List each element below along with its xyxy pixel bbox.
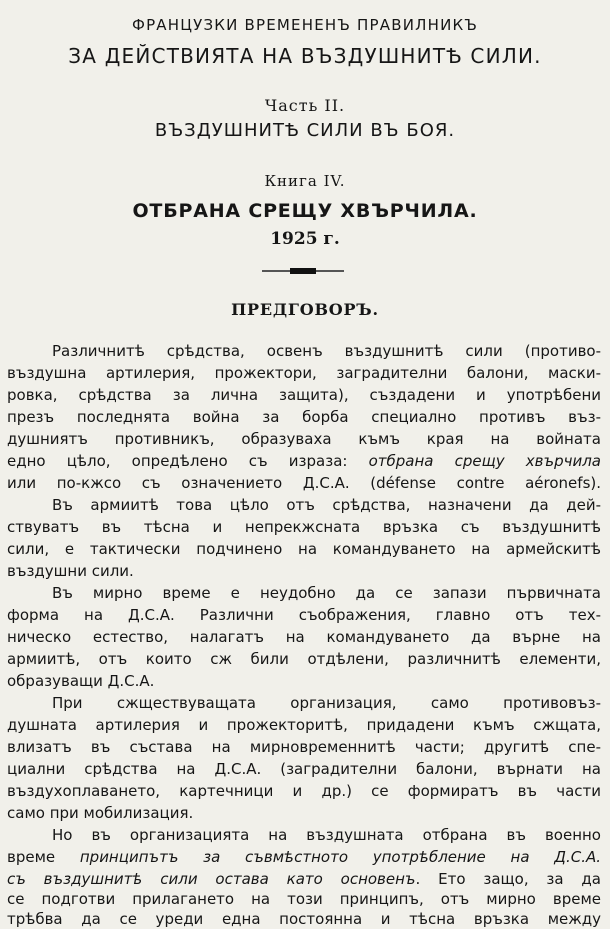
year-label: 1925 г. [270, 229, 340, 249]
text-line [7, 847, 601, 867]
section-title: ПРЕДГОВОРЪ. [231, 300, 379, 319]
part-label: Часть II. [264, 96, 346, 115]
emphasized-text: отбрана срещу хвърчила [368, 452, 601, 470]
ornament-center [290, 268, 316, 274]
text-run: време [7, 848, 80, 866]
text-line: ствуватъ въ тѣсна и непрекжсната връзка съ въздушнитѣ [7, 518, 601, 536]
emphasized-text: принципътъ за съвмѣстното употрѣбление на Д.С.А. [79, 848, 601, 866]
document-title: ЗА ДЕЙСТВИЯТА НА ВЪЗДУШНИТѢ СИЛИ. [68, 44, 542, 68]
text-line: сили, е тактически подчинено на командуването на армейскитѣ [7, 540, 601, 558]
text-line: циални срѣдства на Д.С.А. (заградителни балони, върнати на [7, 760, 601, 778]
text-line: въздухоплаването, картечници и др.) се формиратъ въ части [7, 782, 601, 800]
text-line: влизатъ въ състава на мирновременнитѣ части; другитѣ спе- [7, 738, 601, 756]
text-line: армиитѣ, отъ които сж били отдѣлени, различнитѣ елементи, [7, 650, 601, 668]
text-line: Въ мирно време е неудобно да се запази първичната [52, 584, 601, 602]
text-run: . Ето защо, за да [415, 870, 601, 888]
series-title: ФРАНЦУЗКИ ВРЕМЕНЕНЪ ПРАВИЛНИКЪ [131, 16, 479, 34]
text-line: Въ армиитѣ това цѣло отъ срѣдства, назначени да дей- [52, 496, 601, 514]
text-line: се подготви прилагането на този принципъ, отъ мирно време [7, 890, 601, 908]
text-line: При сжществуващата организация, само противовъз- [52, 694, 601, 712]
text-line: форма на Д.С.А. Различни съображения, главно отъ тех- [7, 606, 601, 624]
text-line: ровка, срѣдства за лична защита), създадени и употрѣбени [7, 386, 601, 404]
text-line [7, 451, 601, 471]
emphasized-text: съ въздушнитѣ сили остава като основенъ [7, 870, 416, 888]
text-line: въздушна артилерия, прожектори, заградителни балони, маски- [7, 364, 601, 382]
part-title: ВЪЗДУШНИТѢ СИЛИ ВЪ БОЯ. [154, 120, 456, 141]
text-line: или по-кжсо съ означението Д.С.А. (défense contre aéronefs). [7, 474, 601, 492]
text-line: Различнитѣ срѣдства, освенъ въздушнитѣ сили (противо- [52, 342, 601, 360]
book-label: Книга IV. [264, 172, 346, 190]
text-line [7, 869, 601, 889]
text-line: презъ последнята война за борба специално противъ въз- [7, 408, 601, 426]
text-line: Но въ организацията на въздушната отбрана въ военно [52, 826, 601, 844]
text-line: образуващи Д.С.А. [7, 672, 155, 690]
text-line: ническо естество, налагатъ на командуването да върне на [7, 628, 601, 646]
text-line: въздушни сили. [7, 562, 134, 580]
text-line: само при мобилизация. [7, 804, 194, 822]
text-line: душната артилерия и прожекторитѣ, придадени къмъ сжщата, [7, 716, 601, 734]
text-line: душниятъ противникъ, образуваха къмъ края на войната [7, 430, 601, 448]
text-line: трѣбва да се уреди една постоянна и тѣсна връзка между [7, 910, 601, 928]
book-title: ОТБРАНА СРЕЩУ ХВЪРЧИЛА. [132, 200, 478, 222]
text-run: едно цѣло, опредѣлено съ израза: [7, 452, 369, 470]
